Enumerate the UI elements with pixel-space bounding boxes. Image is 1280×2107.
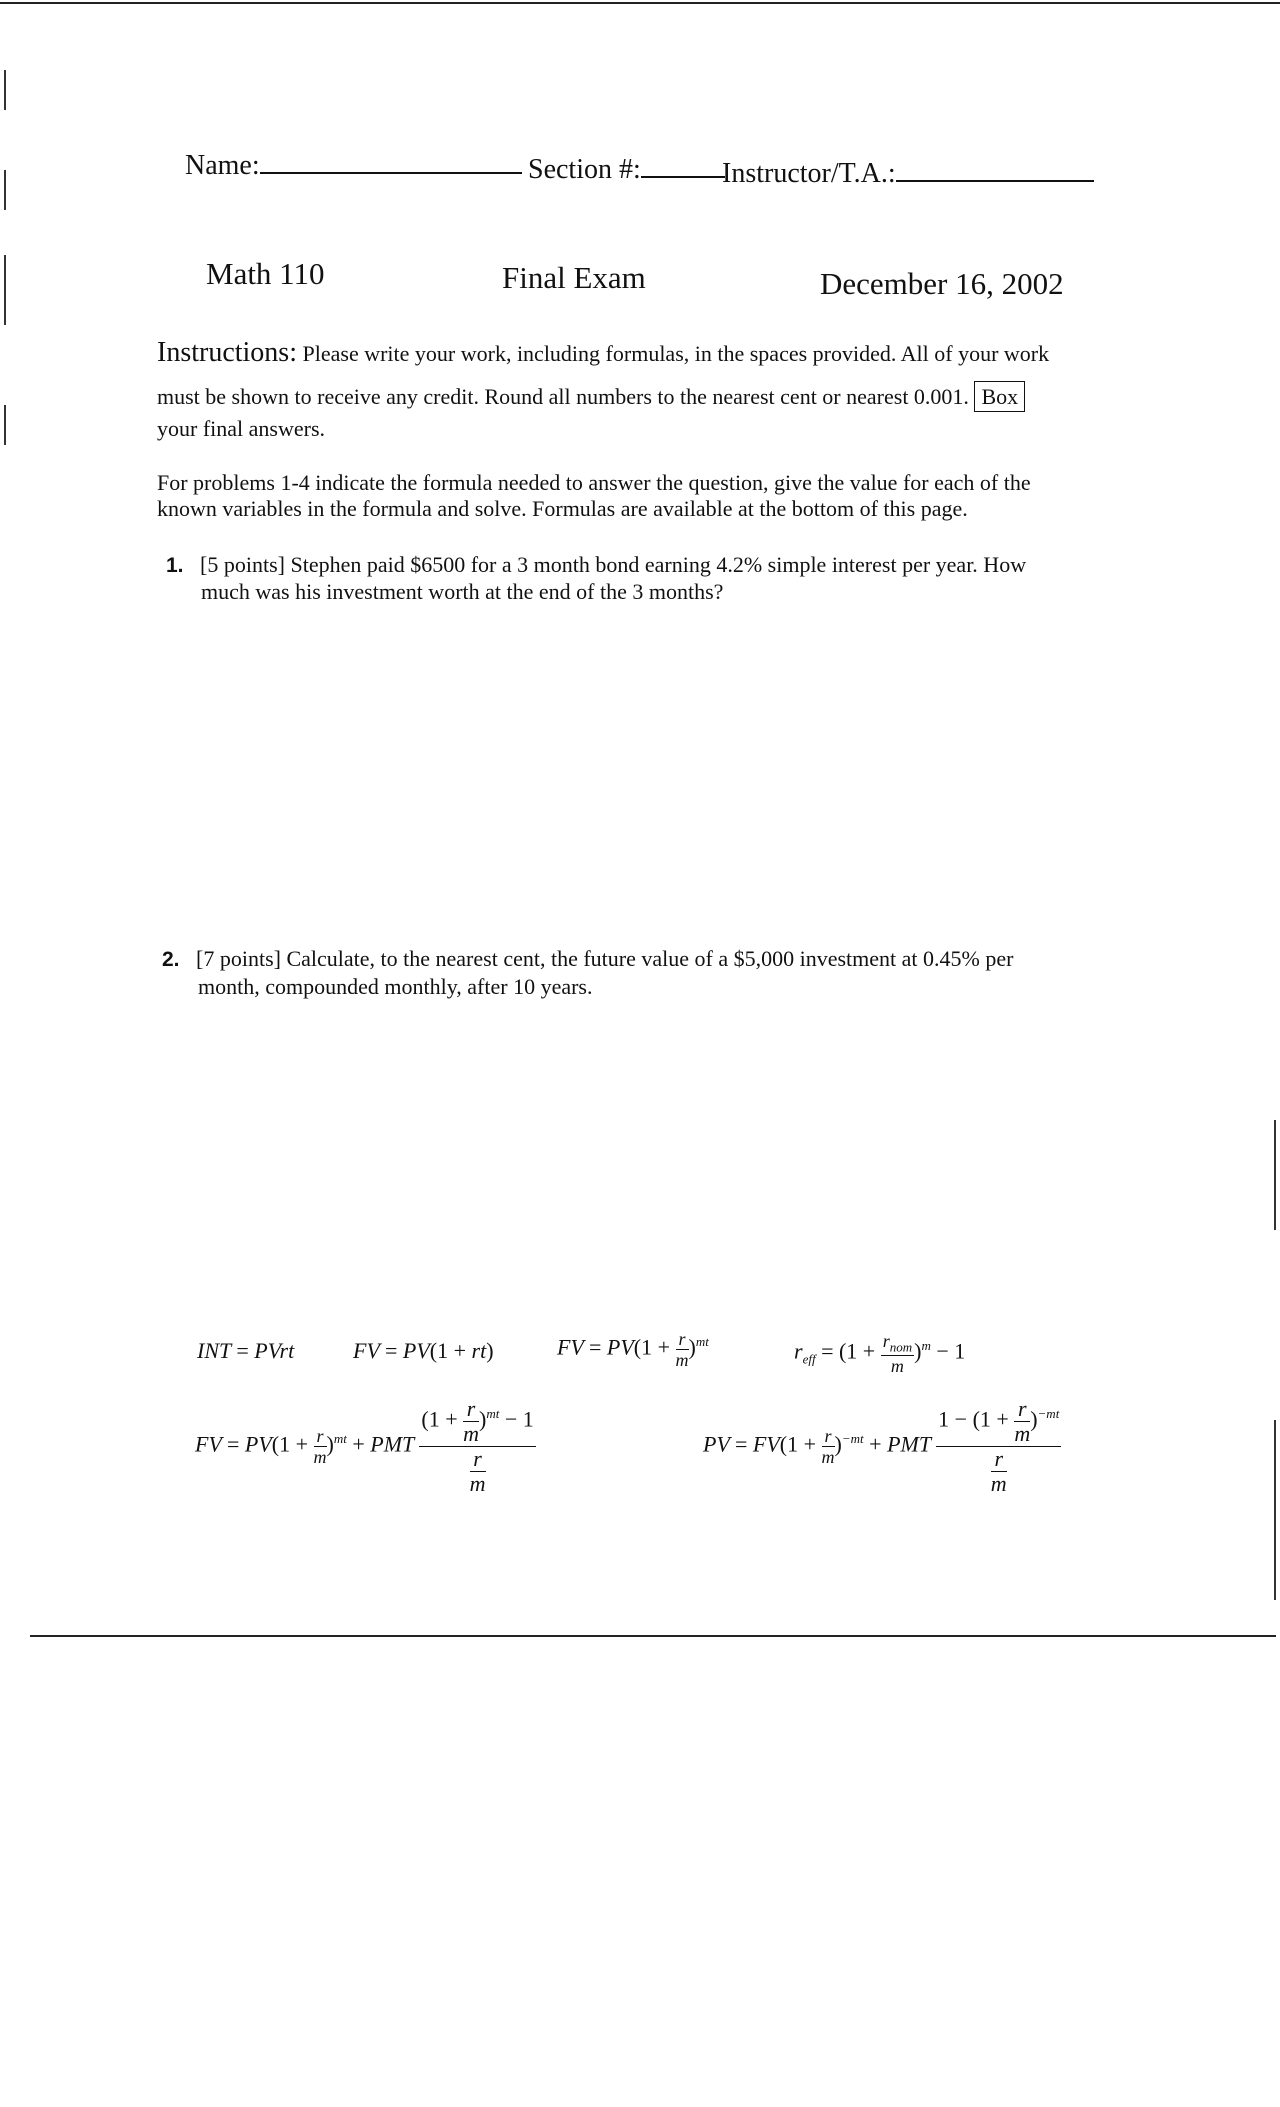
section-label: Section #: xyxy=(528,154,641,185)
instructor-label: Instructor/T.A.: xyxy=(722,158,896,189)
course-title: Math 110 xyxy=(206,256,325,291)
scan-mark xyxy=(4,255,6,325)
formula-simple-interest: INT = PVrt xyxy=(197,1338,295,1363)
scan-mark xyxy=(1274,1420,1276,1600)
exam-title: Final Exam xyxy=(502,260,646,295)
problem-number: 2. xyxy=(162,948,180,971)
formula-simple-future-value: FV = PV(1 + rt) xyxy=(353,1338,494,1363)
problem-2-line-2: month, compounded monthly, after 10 years. xyxy=(198,974,593,999)
problem-points: [5 points] xyxy=(200,552,285,577)
instructions-line-2 xyxy=(157,382,1025,412)
section-field[interactable] xyxy=(528,152,725,186)
instructor-field[interactable] xyxy=(722,156,1094,190)
section-blank[interactable] xyxy=(641,152,725,178)
answer-space-2[interactable] xyxy=(160,1010,1120,1320)
instructions-text-2: must be shown to receive any credit. Round all numbers to the nearest cent or nearest 0.001. xyxy=(157,384,969,409)
instructions-line-3: your final answers. xyxy=(157,416,326,441)
problem-number: 1. xyxy=(166,554,184,577)
problem-intro-line-1: For problems 1-4 indicate the formula needed to answer the question, give the value for each of the xyxy=(157,470,1031,495)
scan-mark xyxy=(1274,1120,1276,1230)
formula-effective-rate: $r_{eff} = (1$ + $\frac{r_{nom}}{m}$ )$^m$ − 1 xyxy=(794,1331,966,1376)
problem-intro-line-2: known variables in the formula and solve. Formulas are available at the bottom of this page. xyxy=(157,496,968,521)
formula-annuity-present-value: PV = FV(1 + $\frac{r}{m}$ )$^{-mt}$ + PMT 1 − (1 + $\frac{r}{m}$ )$^{-mt}$ $\frac{r}{m}$ xyxy=(703,1396,1060,1496)
instructor-blank[interactable] xyxy=(896,156,1094,182)
instructions-text-1: Please write your work, including formulas, in the spaces provided. All of your work xyxy=(302,341,1050,366)
formula-annuity-future-value: FV = PV(1 + $\frac{r}{m}$ )$^{mt}$ + PMT (1 + $\frac{r}{m}$ )$^{mt}$ − 1 $\frac{r}{m}$ xyxy=(195,1396,534,1496)
name-blank[interactable] xyxy=(260,148,522,174)
instructions-line-1 xyxy=(157,338,1049,369)
formula-compound-future-value: FV = PV(1 + $\frac{r}{m}$ )$^{mt}$ xyxy=(557,1329,709,1370)
scan-mark xyxy=(4,70,6,110)
box-word: Box xyxy=(974,381,1025,412)
problem-points: [7 points] xyxy=(196,946,281,971)
answer-space-1[interactable] xyxy=(160,615,1120,925)
top-border-line xyxy=(0,2,1280,4)
exam-date: December 16, 2002 xyxy=(820,266,1064,301)
problem-2 xyxy=(162,944,1013,975)
instructions-heading: Instructions: xyxy=(157,337,297,368)
bottom-border-line xyxy=(30,1635,1276,1637)
problem-text-1: Stephen paid $6500 for a 3 month bond earning 4.2% simple interest per year. How xyxy=(290,552,1027,577)
name-label: Name: xyxy=(185,150,260,181)
problem-text-1: Calculate, to the nearest cent, the future value of a $5,000 investment at 0.45% per xyxy=(286,946,1014,971)
problem-1-line-2: much was his investment worth at the end of the 3 months? xyxy=(201,579,724,604)
scan-mark xyxy=(4,405,6,445)
scan-mark xyxy=(4,170,6,210)
name-field[interactable] xyxy=(185,148,522,182)
